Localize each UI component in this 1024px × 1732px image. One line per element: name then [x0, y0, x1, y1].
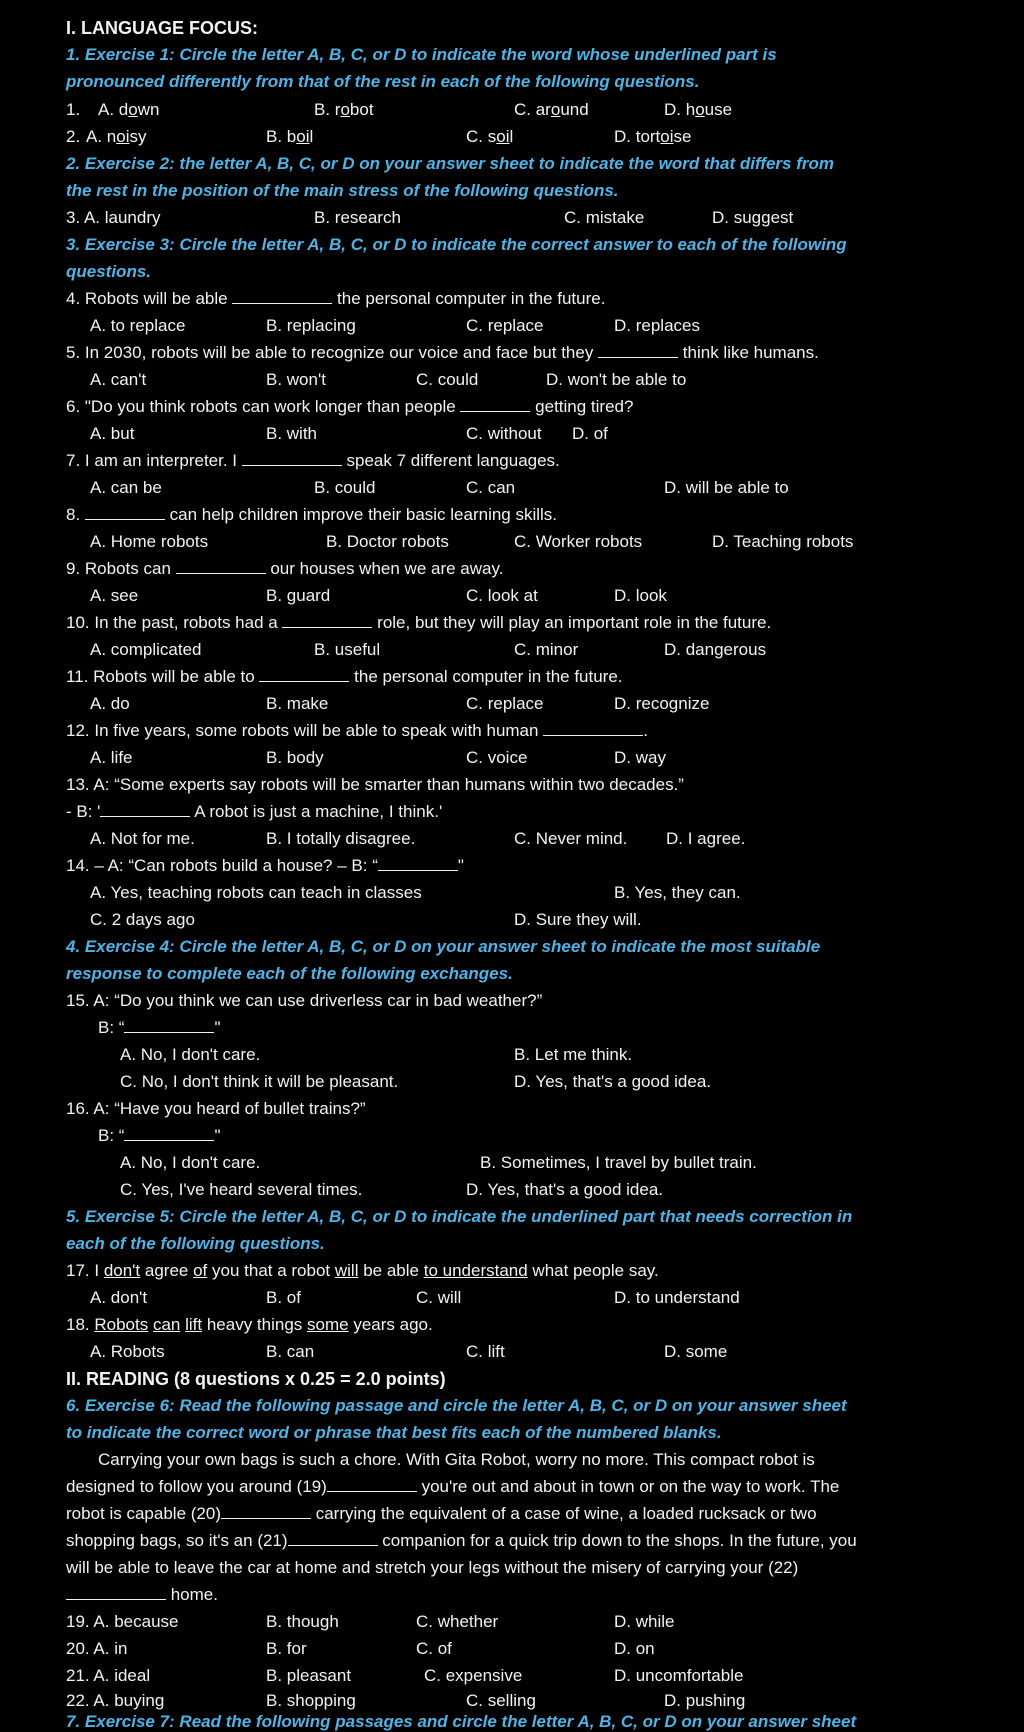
- option-c: C. selling: [466, 1691, 536, 1710]
- passage-line-2: designed to follow you around (19) you're out and about in town or on the way to work. The: [66, 1477, 840, 1496]
- option-b: B. guard: [266, 586, 331, 605]
- option-d: D. recognize: [614, 694, 710, 713]
- question-17-stem: 17. I don't agree of you that a robot will be able to understand what people say.: [66, 1261, 659, 1280]
- option-d: D. pushing: [664, 1691, 746, 1710]
- question-14-stem: 14. – A: “Can robots build a house? – B: “ ": [66, 856, 464, 875]
- option-a: A. see: [90, 586, 139, 605]
- option-d: D. uncomfortable: [614, 1666, 744, 1685]
- option-b: B. can: [266, 1342, 315, 1361]
- answer-blank-21: [288, 1531, 378, 1546]
- question-number: 2.: [66, 127, 81, 146]
- answer-blank: [378, 856, 458, 871]
- option-d: D. I agree.: [666, 829, 746, 848]
- answer-blank-22: [66, 1585, 166, 1600]
- option-b: B. of: [266, 1288, 301, 1307]
- question-18-stem: 18. Robots can lift heavy things some years ago.: [66, 1315, 433, 1334]
- answer-blank: [460, 397, 530, 412]
- option-c: C. 2 days ago: [90, 910, 195, 929]
- option-a: A. but: [90, 424, 135, 443]
- exercise-6-instruction-line-1: 6. Exercise 6: Read the following passage and circle the letter A, B, C, or D on your answer sheet: [66, 1396, 847, 1415]
- option-a: A. Not for me.: [90, 829, 195, 848]
- option-a: 3. A. laundry: [66, 208, 161, 227]
- option-d: D. look: [614, 586, 667, 605]
- exercise-4-instruction-line-2: response to complete each of the following exchanges.: [66, 964, 513, 983]
- passage-line-6: home.: [66, 1585, 218, 1605]
- option-b: B. Doctor robots: [326, 532, 449, 551]
- passage-line-5: will be able to leave the car at home and stretch your legs without the misery of carrying your (22): [66, 1558, 799, 1577]
- question-8-stem: 8. can help children improve their basic learning skills.: [66, 505, 558, 524]
- answer-blank: [124, 1018, 214, 1033]
- option-a: A. noisy: [86, 127, 147, 146]
- option-d: D. dangerous: [664, 640, 767, 659]
- passage-line-1: Carrying your own bags is such a chore. With Gita Robot, worry no more. This compact robot is: [98, 1450, 815, 1469]
- option-b: B. with: [266, 424, 318, 443]
- option-d: D. on: [614, 1639, 655, 1658]
- option-a: A. No, I don't care.: [120, 1153, 261, 1172]
- option-c: C. without: [466, 424, 542, 443]
- answer-blank: [598, 343, 678, 358]
- option-d: D. suggest: [712, 208, 794, 227]
- option-a: 19. A. because: [66, 1612, 179, 1631]
- section-2-title: II. READING (8 questions x 0.25 = 2.0 points): [66, 1369, 446, 1389]
- option-c: C. replace: [466, 316, 544, 335]
- option-d: D. some: [664, 1342, 728, 1361]
- option-b: B. Sometimes, I travel by bullet train.: [480, 1153, 757, 1172]
- option-b: B. body: [266, 748, 324, 767]
- option-d: D. Sure they will.: [514, 910, 642, 929]
- option-b: B. Let me think.: [514, 1045, 633, 1064]
- exercise-4-instruction-line-1: 4. Exercise 4: Circle the letter A, B, C, or D on your answer sheet to indicate the most suitable: [66, 937, 821, 956]
- section-1-title: I. LANGUAGE FOCUS:: [66, 18, 258, 38]
- option-c: C. can: [466, 478, 516, 497]
- question-9-stem: 9. Robots can our houses when we are away.: [66, 559, 504, 578]
- option-a: A. can be: [90, 478, 162, 497]
- exercise-7-instruction-cut-off: 7. Exercise 7: Read the following passages and circle the letter A, B, C, or D on your answer sheet: [66, 1712, 857, 1731]
- answer-blank: [282, 613, 372, 628]
- option-b: B. for: [266, 1639, 307, 1658]
- option-c: C. could: [416, 370, 479, 389]
- option-a: A. life: [90, 748, 133, 767]
- option-d: D. to understand: [614, 1288, 740, 1307]
- option-c: C. lift: [466, 1342, 505, 1361]
- option-c: C. will: [416, 1288, 462, 1307]
- exercise-2-instruction-line-1: 2. Exercise 2: the letter A, B, C, or D on your answer sheet to indicate the word that differs from: [66, 154, 835, 173]
- option-d: D. Yes, that's a good idea.: [466, 1180, 664, 1199]
- option-d: D. won't be able to: [546, 370, 687, 389]
- option-b: B. useful: [314, 640, 381, 659]
- option-d: D. replaces: [614, 316, 700, 335]
- option-a: A. No, I don't care.: [120, 1045, 261, 1064]
- question-6-stem: 6. "Do you think robots can work longer than people getting tired?: [66, 397, 634, 416]
- question-15-stem: 15. A: “Do you think we can use driverless car in bad weather?”: [66, 991, 543, 1010]
- exercise-5-instruction-line-1: 5. Exercise 5: Circle the letter A, B, C, or D to indicate the underlined part that needs correction in: [66, 1207, 853, 1226]
- question-10-stem: 10. In the past, robots had a role, but they will play an important role in the future.: [66, 613, 772, 632]
- exercise-1-instruction-line-2: pronounced differently from that of the rest in each of the following questions.: [66, 72, 700, 91]
- answer-blank: [543, 721, 643, 736]
- question-16-stem: 16. A: “Have you heard of bullet trains?”: [66, 1099, 366, 1118]
- option-d: D. while: [614, 1612, 675, 1631]
- answer-blank: [100, 802, 190, 817]
- answer-blank: [259, 667, 349, 682]
- answer-blank: [85, 505, 165, 520]
- option-d: D. house: [664, 100, 733, 119]
- question-number: 1.: [66, 100, 81, 119]
- option-b: B. shopping: [266, 1691, 356, 1710]
- option-b: B. boil: [266, 127, 314, 146]
- option-d: D. Teaching robots: [712, 532, 854, 551]
- option-b: B. research: [314, 208, 401, 227]
- passage-line-4: shopping bags, so it's an (21) companion for a quick trip down to the shops. In the future, you: [66, 1531, 857, 1550]
- option-c: C. replace: [466, 694, 544, 713]
- option-a: A. down: [98, 100, 160, 119]
- option-c: C. soil: [466, 127, 514, 146]
- option-b: B. I totally disagree.: [266, 829, 416, 848]
- option-a: A. Yes, teaching robots can teach in classes: [90, 883, 422, 902]
- option-c: C. voice: [466, 748, 528, 767]
- answer-blank-19: [327, 1477, 417, 1492]
- option-d: D. tortoise: [614, 127, 692, 146]
- option-c: C. minor: [514, 640, 579, 659]
- option-b: B. make: [266, 694, 329, 713]
- option-d: D. of: [572, 424, 608, 443]
- exercise-3-instruction-line-2: questions.: [66, 262, 152, 281]
- option-c: C. whether: [416, 1612, 499, 1631]
- question-11-stem: 11. Robots will be able to the personal computer in the future.: [66, 667, 623, 686]
- option-d: D. way: [614, 748, 666, 767]
- question-16-reply: B: “ ": [98, 1126, 221, 1145]
- answer-blank-20: [221, 1504, 311, 1519]
- option-a: A. to replace: [90, 316, 186, 335]
- option-a: 21. A. ideal: [66, 1666, 151, 1685]
- question-15-reply: B: “ ": [98, 1018, 221, 1037]
- option-b: B. won't: [266, 370, 326, 389]
- option-a: A. complicated: [90, 640, 202, 659]
- question-13-stem: 13. A: “Some experts say robots will be smarter than humans within two decades.”: [66, 775, 684, 794]
- option-a: A. Robots: [90, 1342, 165, 1361]
- option-b: B. though: [266, 1612, 339, 1631]
- question-12-stem: 12. In five years, some robots will be able to speak with human .: [66, 721, 648, 740]
- option-b: B. replacing: [266, 316, 356, 335]
- answer-blank: [176, 559, 266, 574]
- question-5-stem: 5. In 2030, robots will be able to recognize our voice and face but they think like humans.: [66, 343, 819, 362]
- exercise-2-instruction-line-2: the rest in the position of the main stress of the following questions.: [66, 181, 619, 200]
- option-a: A. don't: [90, 1288, 148, 1307]
- option-c: C. Yes, I've heard several times.: [120, 1180, 363, 1199]
- option-c: C. Worker robots: [514, 532, 643, 551]
- answer-blank: [232, 289, 332, 304]
- option-b: B. could: [314, 478, 376, 497]
- option-b: B. robot: [314, 100, 374, 119]
- option-c: C. mistake: [564, 208, 645, 227]
- question-13-reply: - B: ' A robot is just a machine, I think.': [66, 802, 443, 821]
- answer-blank: [124, 1126, 214, 1141]
- question-7-stem: 7. I am an interpreter. I speak 7 different languages.: [66, 451, 560, 470]
- exercise-6-instruction-line-2: to indicate the correct word or phrase that best fits each of the numbered blanks.: [66, 1423, 722, 1442]
- option-a: A. do: [90, 694, 130, 713]
- passage-line-3: robot is capable (20) carrying the equivalent of a case of wine, a loaded rucksack or two: [66, 1504, 817, 1523]
- option-a: A. can't: [90, 370, 147, 389]
- option-c: C. expensive: [424, 1666, 523, 1685]
- question-4-stem: 4. Robots will be able the personal computer in the future.: [66, 289, 606, 308]
- option-d: D. Yes, that's a good idea.: [514, 1072, 712, 1091]
- option-b: B. Yes, they can.: [614, 883, 741, 902]
- option-c: C. look at: [466, 586, 538, 605]
- option-c: C. Never mind.: [514, 829, 628, 848]
- option-b: B. pleasant: [266, 1666, 352, 1685]
- option-c: C. No, I don't think it will be pleasant.: [120, 1072, 399, 1091]
- option-a: 20. A. in: [66, 1639, 128, 1658]
- exercise-1-instruction-line-1: 1. Exercise 1: Circle the letter A, B, C, or D to indicate the word whose underlined part is: [66, 45, 777, 64]
- answer-blank: [242, 451, 342, 466]
- exercise-3-instruction-line-1: 3. Exercise 3: Circle the letter A, B, C, or D to indicate the correct answer to each of the following: [66, 235, 847, 254]
- option-c: C. of: [416, 1639, 452, 1658]
- option-a: 22. A. buying: [66, 1691, 165, 1710]
- option-d: D. will be able to: [664, 478, 789, 497]
- option-a: A. Home robots: [90, 532, 209, 551]
- exercise-5-instruction-line-2: each of the following questions.: [66, 1234, 325, 1253]
- option-c: C. around: [514, 100, 589, 119]
